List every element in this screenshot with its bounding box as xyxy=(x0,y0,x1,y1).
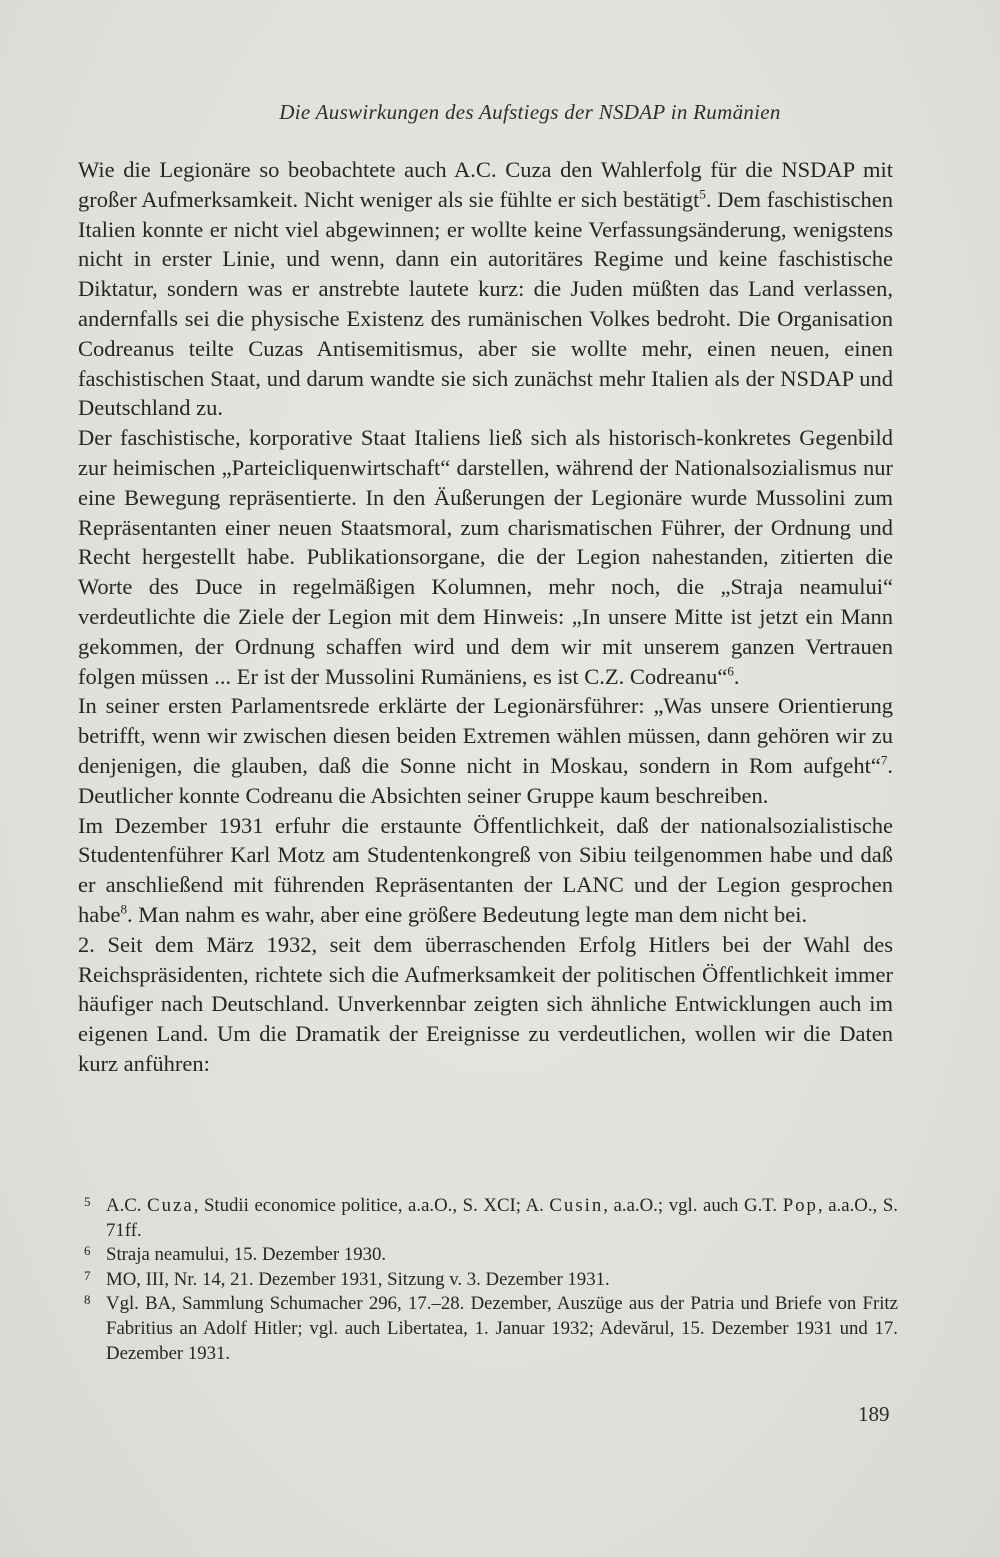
text-run: Wie die Legionäre so beobachtete auch A.C. Cuza den Wahlerfolg für die NSDAP mit großer Aufmerksamkeit. Nicht weniger als sie fühlte er sich bestätigt xyxy=(78,157,893,212)
text-run: In seiner ersten Parlamentsrede erklärte der Legionärsführer: „Was unsere Orientierung betrifft, wenn wir zwischen diesen beiden Extremen wählen müssen, dann gehören wir zu denjenigen, die glauben, daß die Sonne nicht in Moskau, sondern in Rom aufgeht“ xyxy=(78,693,893,778)
text-run: Im Dezember 1931 erfuhr die erstaunte Öffentlichkeit, daß der nationalsozialistische Studentenführer Karl Motz am Studentenkongreß von Sibiu teilgenommen habe und daß er anschließend mit führenden Repräsentanten der LANC und der Legion gesprochen habe xyxy=(78,812,893,927)
footnote-ref: 6 xyxy=(727,663,734,679)
text-run: , Studii economice politice, a.a.O., S. XCI; A. xyxy=(193,1195,550,1216)
footnotes xyxy=(78,1194,898,1366)
footnote-number: 5 xyxy=(84,1194,91,1209)
text-run: A.C. xyxy=(106,1195,148,1216)
footnote xyxy=(78,1292,898,1366)
running-head: Die Auswirkungen des Aufstiegs der NSDAP in Rumänien xyxy=(279,100,781,124)
footnote xyxy=(78,1243,898,1268)
paragraph xyxy=(78,423,893,691)
footnote xyxy=(78,1268,898,1293)
paragraph xyxy=(78,930,893,1079)
text-run: . Deutlicher konnte Codreanu die Absichten seiner Gruppe kaum beschreiben. xyxy=(78,752,893,808)
text-run: Der faschistische, korporative Staat Italiens ließ sich als historisch-konkretes Gegenbild zur heimischen „Parteicliquenwirtschaft“ darstellen, während der Nationalsozialismus nur eine Bewegung repräsentierte. In den Äußerungen der Legionäre wurde Mussolini zum Repräsentanten einer neuen Staatsmoral, zum charismatischen Führer, der Ordnung und Recht hergestellt habe. Publikationsorgane, die der Legion nahestanden, zitierten die Worte des Duce in regelmäßigen Kolumnen, mehr noch, die „Straja neamului“ verdeutlichte die Ziele der Legion mit dem Hinweis: „In unsere Mitte ist jetzt ein Mann gekommen, der Ordnung schaffen wird und dem wir mit unserem ganzen Vertrauen folgen müssen ... Er ist der Mussolini Rumäniens, es ist C.Z. Codreanu“ xyxy=(78,425,893,689)
body-text xyxy=(78,155,893,1079)
footnote-ref: 8 xyxy=(120,901,127,917)
footnote xyxy=(78,1194,898,1243)
footnote-number: 7 xyxy=(84,1267,91,1283)
text-run: . Man nahm es wahr, aber eine größere Bedeutung legte man dem nicht bei. xyxy=(126,901,808,927)
author-name: Pop xyxy=(782,1195,818,1216)
text-run: , a.a.O., S. 71ff. xyxy=(106,1195,898,1241)
paragraph xyxy=(78,811,893,930)
page-number: 189 xyxy=(858,1402,890,1426)
text-run: . Dem faschistischen Italien konnte er nicht viel abgewinnen; er wollte keine Verfassungsänderung, wenigstens nicht in erster Linie, und wenn, dann ein autoritäres Regime und keine faschistische Diktatur, sondern was er anstrebte lautete kurz: die Juden müßten das Land verlassen, andernfalls sei die physische Existenz des rumänischen Volkes bedroht. Die Organisation Codreanus teilte Cuzas Antisemitismus, aber sie wollte mehr, einen neuen, einen faschistischen Staat, und darum wandte sie sich zunächst mehr Italien als der NSDAP und Deutschland zu. xyxy=(78,186,893,421)
footnote-ref: 5 xyxy=(699,186,706,202)
text-run: Vgl. BA, Sammlung Schumacher 296, 17.–28. Dezember, Auszüge aus der Patria und Briefe von Fritz Fabritius an Adolf Hitler; vgl. auch Libertatea, 1. Januar 1932; Adevărul, 15. Dezember 1931 und 17. Dezember 1931. xyxy=(106,1293,898,1364)
paragraph xyxy=(78,155,893,423)
text-run: , a.a.O.; vgl. auch G.T. xyxy=(603,1195,783,1216)
footnote-number: 6 xyxy=(84,1243,91,1259)
text-run: Straja neamului, 15. Dezember 1930. xyxy=(106,1244,387,1266)
author-name: Cuza xyxy=(147,1195,194,1216)
author-name: Cusin xyxy=(549,1195,604,1216)
paragraph xyxy=(78,691,893,810)
footnote-ref: 7 xyxy=(880,752,888,768)
text-run: MO, III, Nr. 14, 21. Dezember 1931, Sitzung v. 3. Dezember 1931. xyxy=(106,1268,610,1290)
footnote-number: 8 xyxy=(84,1292,91,1308)
text-run: . xyxy=(733,663,740,689)
text-run: 2. Seit dem März 1932, seit dem überraschenden Erfolg Hitlers bei der Wahl des Reichspräsidenten, richtete sich die Aufmerksamkeit der politischen Öffentlichkeit immer häufiger nach Deutschland. Unverkennbar zeigten sich ähnliche Entwicklungen auch im eigenen Land. Um die Dramatik der Ereignisse zu verdeutlichen, wollen wir die Daten kurz anführen: xyxy=(78,931,893,1076)
